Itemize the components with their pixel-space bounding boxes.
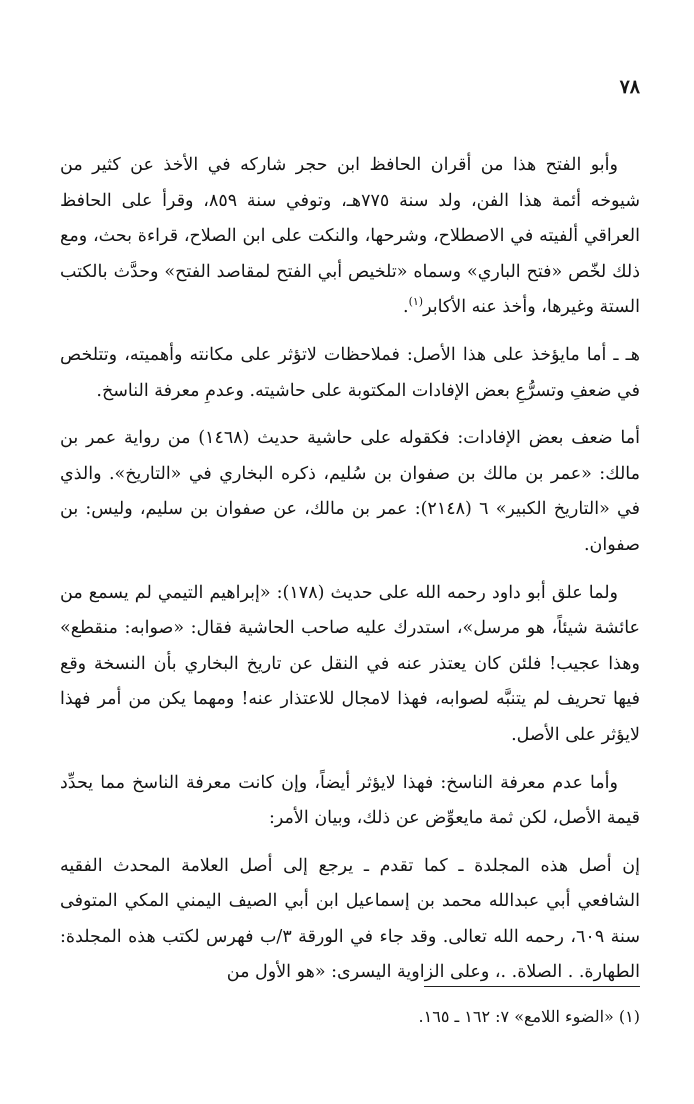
paragraph-criticisms: [60, 338, 640, 409]
paragraph-abu-al-fath: [60, 148, 640, 326]
book-page: [60, 70, 640, 1070]
paragraph-abu-dawud: [60, 576, 640, 754]
paragraph-text: إن أصل هذه المجلدة ـ كما تقدم ـ يرجع إلى أصل العلامة المحدث الفقيه الشافعي أبي عبدالله محمد بن إسماعيل ابن أبي الصيف اليمني المكي المتوفى سنة ٦٠٩، رحمه الله تعالى. وقد جاء في الورقة ٣/ب فهرس لكتب هذه المجلدة: الطهارة. . الصلاة. .، وعلى الزاوية اليسرى: «هو الأول من: [60, 855, 640, 983]
main-text: [60, 148, 640, 1003]
page-number: ٧٨: [619, 76, 640, 98]
paragraph-text: وأبو الفتح هذا من أقران الحافظ ابن حجر شاركه في الأخذ عن كثير من شيوخه أئمة هذا الفن، ولد سنة ٧٧٥هـ، وتوفي سنة ٨٥٩، وقرأ على الحافظ العراقي ألفيته في الاصطلاح، وشرحها، والنكت على ابن الصلاح، قراءة بحث، ومع ذلك لخّص «فتح الباري» وسماه «تلخيص أبي الفتح لمقاصد الفتح» وحدَّث بالكتب الستة وغيرها، وأخذ عنه الأكابر: [60, 155, 640, 318]
paragraph-scribe: [60, 766, 640, 837]
paragraph-text: هـ ـ أما مايؤخذ على هذا الأصل: فملاحظات لاتؤثر على مكانته وأهميته، وتتلخص في ضعفِ وتسرُّعِ بعض الإفادات المكتوبة على حاشيته. وعدمِ معرفة الناسخ.: [60, 344, 640, 401]
paragraph-text: وأما عدم معرفة الناسخ: فهذا لايؤثر أيضاً، وإن كانت معرفة الناسخ مما يحدِّد قيمة الأصل، لكن ثمة مايعوِّض عن ذلك، وبيان الأمر:: [60, 772, 640, 829]
paragraph-tail: .: [402, 297, 409, 318]
paragraph-text: ولما علق أبو داود رحمه الله على حديث (١٧٨): «إبراهيم التيمي لم يسمع من عائشة شيئاً، هو مرسل»، استدرك عليه صاحب الحاشية فقال: «صوابه: منقطع» وهذا عجيب! فلئن كان يعتذر عنه في النقل عن تاريخ البخاري بأن النسخة وقع فيها تحريف لم يتنبَّه لصوابه، فهذا لامجال للاعتذار عنه! ومهما يكن من أمر فهذا لايؤثر على الأصل.: [60, 582, 640, 745]
footnote: (١) «الضوء اللامع» ٧: ١٦٢ ـ ١٦٥.: [418, 1007, 640, 1026]
footnote-divider: [424, 986, 640, 987]
paragraph-text: أما ضعف بعض الإفادات: فكقوله على حاشية حديث (١٤٦٨) من رواية عمر بن مالك: «عمر بن مالك بن صفوان بن سُليم، ذكره البخاري في «التاريخ». والذي في «التاريخ الكبير» ٦ (٢١٤٨): عمر بن مالك، عن صفوان بن سليم، وليس: بن صفوان.: [60, 428, 640, 555]
footnote-reference: (١): [408, 295, 424, 309]
paragraph-origin: [60, 849, 640, 991]
paragraph-weak-notes: [60, 421, 640, 563]
